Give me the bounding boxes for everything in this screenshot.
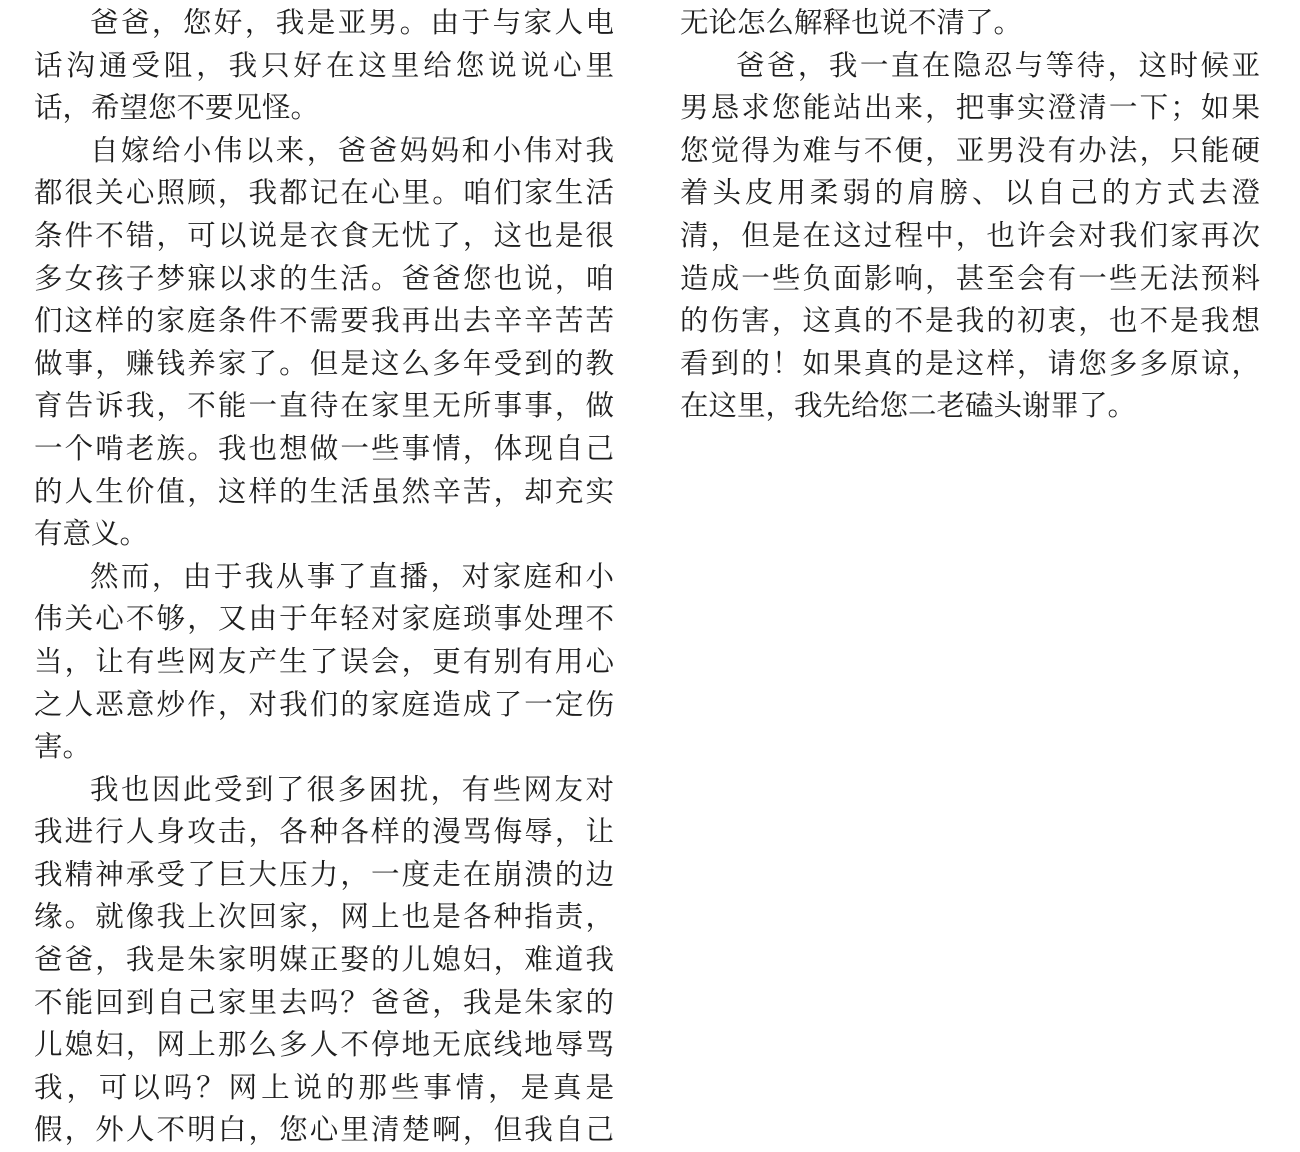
text-line: 缘。就像我上次回家，网上也是各种指责， xyxy=(34,900,614,934)
letter-left-column xyxy=(34,2,614,1152)
text-line: 我，可以吗？网上说的那些事情，是真是 xyxy=(34,1070,614,1104)
text-line: 自嫁给小伟以来，爸爸妈妈和小伟对我 xyxy=(90,133,614,167)
text-line: 们这样的家庭条件不需要我再出去辛辛苦苦 xyxy=(34,304,614,338)
text-line: 然而，由于我从事了直播，对家庭和小 xyxy=(90,559,614,593)
text-line: 都很关心照顾，我都记在心里。咱们家生活 xyxy=(34,176,614,210)
text-line: 无论怎么解释也说不清了。 xyxy=(680,6,1023,39)
text-line: 有意义。 xyxy=(34,517,149,551)
text-line: 伟关心不够，又由于年轻对家庭琐事处理不 xyxy=(34,602,614,636)
text-line: 话沟通受阻，我只好在这里给您说说心里 xyxy=(34,48,614,82)
text-line: 的人生价值，这样的生活虽然辛苦，却充实 xyxy=(34,474,614,508)
text-line: 着头皮用柔弱的肩膀、以自己的方式去澄 xyxy=(680,176,1260,210)
text-line: 当，让有些网友产生了误会，更有别有用心 xyxy=(34,644,614,678)
text-line: 清，但是在这过程中，也许会对我们家再次 xyxy=(680,218,1260,252)
text-line: 儿媳妇，网上那么多人不停地无底线地辱骂 xyxy=(34,1028,614,1062)
text-line: 在这里，我先给您二老磕头谢罪了。 xyxy=(680,389,1137,423)
text-line: 做事，赚钱养家了。但是这么多年受到的教 xyxy=(34,346,614,380)
text-line: 爸爸，我是朱家明媒正娶的儿媳妇，难道我 xyxy=(34,943,614,977)
text-line: 害。 xyxy=(34,730,92,764)
text-line: 我精神承受了巨大压力，一度走在崩溃的边 xyxy=(34,857,614,891)
text-line: 之人恶意炒作，对我们的家庭造成了一定伤 xyxy=(34,687,614,721)
text-line: 我进行人身攻击，各种各样的漫骂侮辱，让 xyxy=(34,815,614,849)
letter-right-column xyxy=(680,2,1260,428)
text-line: 您觉得为难与不便，亚男没有办法，只能硬 xyxy=(680,133,1260,167)
text-line: 的伤害，这真的不是我的初衷，也不是我想 xyxy=(680,304,1260,338)
text-line: 一个啃老族。我也想做一些事情，体现自己 xyxy=(34,431,614,465)
text-line: 男恳求您能站出来，把事实澄清一下；如果 xyxy=(680,91,1260,125)
text-line: 爸爸，我一直在隐忍与等待，这时候亚 xyxy=(736,48,1260,82)
text-line: 多女孩子梦寐以求的生活。爸爸您也说，咱 xyxy=(34,261,614,295)
text-line: 我也因此受到了很多困扰，有些网友对 xyxy=(90,772,614,806)
text-line: 造成一些负面影响，甚至会有一些无法预料 xyxy=(680,261,1260,295)
text-line: 看到的！如果真的是这样，请您多多原谅， xyxy=(680,346,1260,380)
text-line: 假，外人不明白，您心里清楚啊，但我自己 xyxy=(34,1113,614,1147)
text-line: 话，希望您不要见怪。 xyxy=(34,91,320,125)
text-line: 条件不错，可以说是衣食无忧了，这也是很 xyxy=(34,218,614,252)
text-line: 爸爸，您好，我是亚男。由于与家人电 xyxy=(90,6,614,39)
text-line: 育告诉我，不能一直待在家里无所事事，做 xyxy=(34,389,614,423)
text-line: 不能回到自己家里去吗？爸爸，我是朱家的 xyxy=(34,985,614,1019)
